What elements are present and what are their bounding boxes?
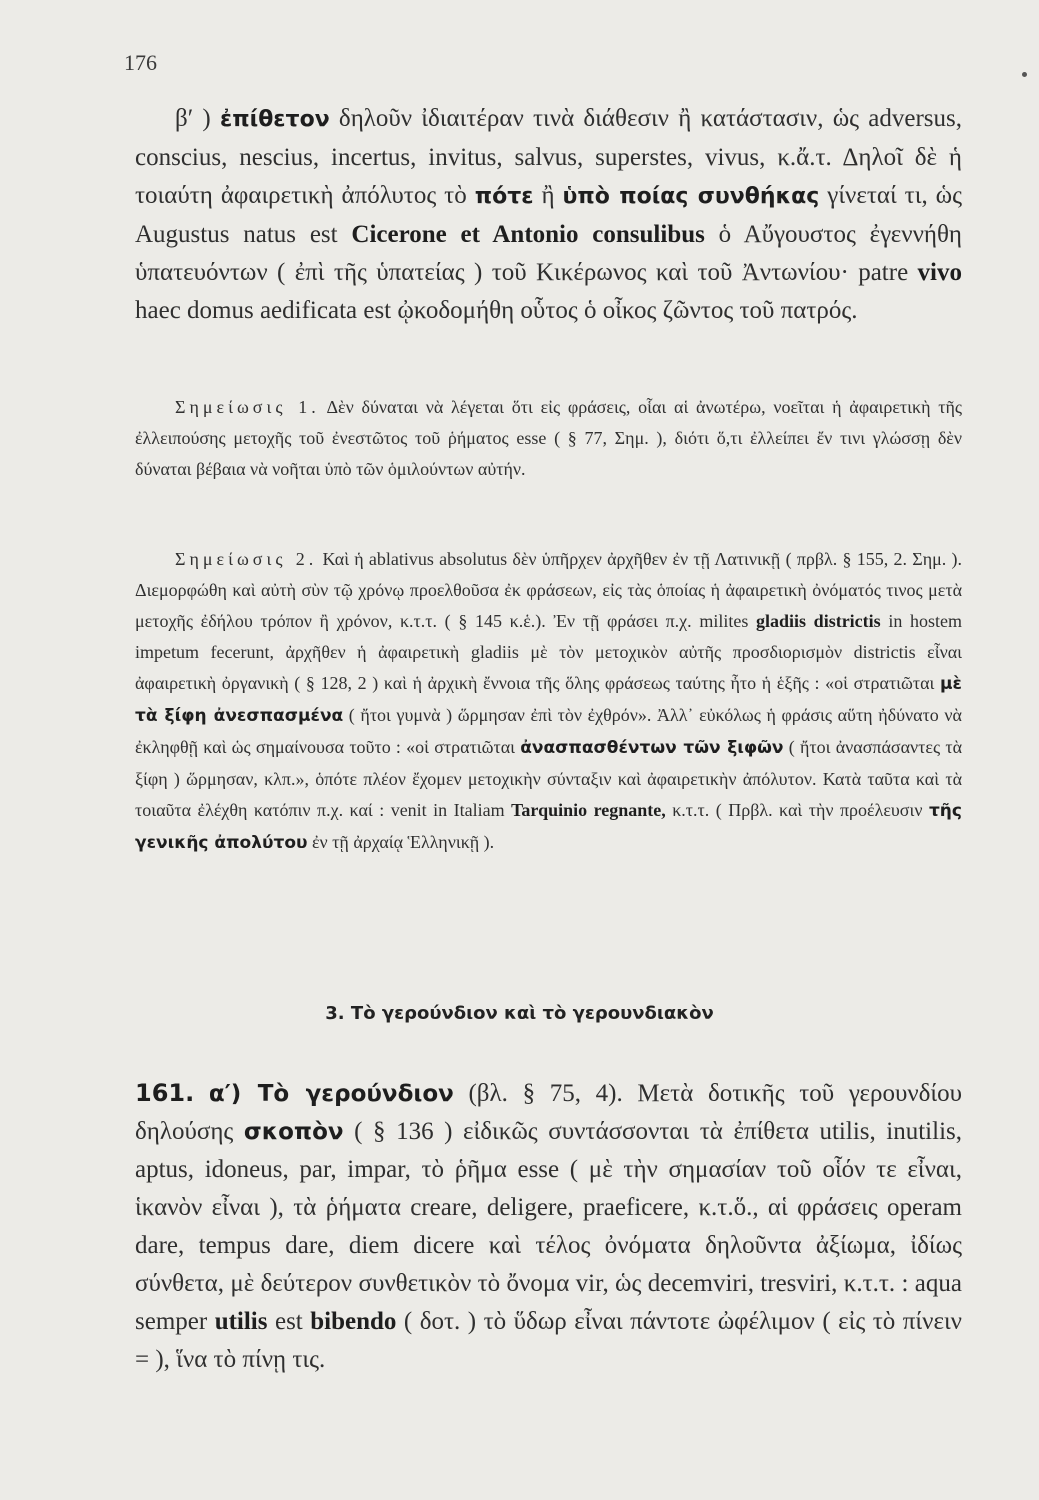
margin-dot: [1022, 72, 1027, 77]
bold-span: Tarquinio regnante,: [511, 800, 666, 820]
bold-span: ὑπὸ ποίας συνθήκας: [562, 184, 820, 209]
section-heading: 3. Τὸ γερούνδιον καὶ τὸ γερουνδιακὸν: [325, 1003, 714, 1024]
text-span: γίνεταί τι, ὡς Augustus natus est: [135, 182, 963, 248]
text-span: in hostem impetum fecerunt, ἀρχῆθεν ἡ ἀφαιρετικὴ gladiis μὲ τὸν μετοχικὸν αὐτῆς προσδιορισμὸν districtis εἶναι ἀφαιρετικὴ ὀργανικὴ ( § 128, 2 ) καὶ ἡ ἀρχικὴ ἔννοια τῆς ὅλης φράσεως ταύτης ἦτο ἡ ἑξῆς : «οἱ στρατιῶται: [135, 611, 962, 693]
text-span: est: [267, 1308, 311, 1335]
paragraph-beta: [135, 100, 962, 330]
paragraph-161: [135, 1074, 962, 1379]
bold-span: utilis: [214, 1308, 268, 1335]
text-span: ὁ Αὔγουστος ἐγεννήθη ὑπατευόντων ( ἐπὶ τῆς ὑπατείας ) τοῦ Κικέρωνος καὶ τοῦ Ἀντωνίου· patre: [135, 221, 962, 286]
bold-span: τῆς γενικῆς ἀπολύτου: [135, 801, 962, 853]
section-number: 161.: [135, 1079, 195, 1107]
bold-span: πότε: [474, 184, 534, 209]
text-span: haec domus aedificata est ᾠκοδομήθη οὗτος ὁ οἶκος ζῶντος τοῦ πατρός.: [135, 297, 858, 324]
text-span: κ.τ.τ. ( Πρβλ. καὶ τὴν προέλευσιν: [665, 800, 929, 820]
bold-span: ἀνασπασθέντων τῶν ξιφῶν: [520, 738, 784, 758]
text-span: ( § 136 ) εἰδικῶς συντάσσονται τὰ ἐπίθετα utilis, inutilis, aptus, idoneus, par, impar, τὸ ῥῆμα esse ( μὲ τὴν σημασίαν τοῦ οἷόν τε εἶναι, ἱκανὸν εἶναι ), τὰ ῥήματα creare, deligere, praeficere, κ.τ.ὅ., αἱ φράσεις operam dare, tempus dare, diem dicere καὶ τέλος ὀνόματα δηλοῦντα ἀξίωμα, ἰδίως σύνθετα, μὲ δεύτερον συνθετικὸν τὸ ὄνομα vir, ὡς decemviri, tresviri, κ.τ.τ. : aqua semper: [135, 1118, 963, 1335]
page-number: 176: [124, 50, 157, 75]
note-1: [135, 392, 962, 485]
bold-span: bibendo: [310, 1308, 397, 1335]
note-2: [135, 544, 962, 859]
note-1-label: Σημείωσις 1.: [175, 397, 320, 417]
text-span: ἐν τῇ ἀρχαίᾳ Ἑλληνικῇ ).: [307, 832, 495, 852]
beta-term: ἐπίθετον: [219, 107, 330, 132]
bold-span: σκοπὸν: [243, 1119, 344, 1145]
text-span: Καὶ ἡ ablativus absolutus δὲν ὑπῆρχεν ἀρχῆθεν ἐν τῇ Λατινικῇ ( πρβλ. § 155, 2. Σημ. ). Διεμορφώθη καὶ αὐτὴ σὺν τῷ χρόνῳ προελθοῦσα ἐκ φράσεων, εἰς τὰς ὁποίας ἡ ἀφαιρετικὴ ὀνόματός τινος μετὰ μετοχῆς ἐδήλου τρόπον ἢ χρόνον, κ.τ.τ. ( § 145 κ.ἑ.). Ἐν τῇ φράσει π.χ. milites: [135, 549, 962, 631]
text-span: ( ἤτοι ἀνασπάσαντες τὰ ξίφη ) ὥρμησαν, κλπ.», ὁπότε πλέον ἔχομεν μετοχικὴν σύνταξιν καὶ ἀφαιρετικὴν ἀπόλυτον. Κατὰ ταῦτα καὶ τὰ τοιαῦτα ἐλέχθη κατόπιν π.χ. καί : venit in Italiam: [135, 737, 962, 820]
bold-span: Cicerone et Antonio consulibus: [351, 221, 705, 248]
note-1-text: Δὲν δύναται νὰ λέγεται ὅτι εἰς φράσεις, οἷαι αἱ ἀνωτέρω, νοεῖται ἡ ἀφαιρετικὴ τῆς ἐλλειπούσης μετοχῆς τοῦ ἐνεστῶτος τοῦ ῥήματος esse ( § 77, Σημ. ), διότι ὅ,τι ἐλλείπει ἔν τινι γλώσσῃ δὲν δύναται βέβαια νὰ νοῆται ὑπὸ τῶν ὁμιλούντων αὐτήν.: [135, 397, 963, 479]
bold-span: gladiis districtis: [756, 611, 881, 631]
bold-span: μὲ τὰ ξίφη ἀνεσπασμένα: [135, 674, 962, 726]
beta-label: β′ ): [175, 105, 211, 132]
bold-span: vivo: [917, 259, 962, 286]
text-span: ἢ: [533, 182, 563, 209]
note-2-label: Σημείωσις 2.: [175, 549, 318, 569]
text-span: ( δοτ. ) τὸ ὕδωρ εἶναι πάντοτε ὠφέλιμον ( εἰς τὸ πίνειν = ), ἵνα τὸ πίνῃ τις.: [135, 1308, 962, 1373]
text-span: ( ἤτοι γυμνὰ ) ὥρμησαν ἐπὶ τὸν ἐχθρόν». Ἀλλ᾽ εὐκόλως ἡ φράσις αὕτη ἠδύνατο νὰ ἐκληφθῇ καὶ ὡς σημαίνουσα τοῦτο : «οἱ στρατιῶται: [135, 705, 962, 757]
text-span: (βλ. § 75, 4). Μετὰ δοτικῆς τοῦ γερουνδίου δηλούσης: [135, 1080, 963, 1145]
section-title: α′) Τὸ γερούνδιον: [208, 1081, 454, 1107]
text-span: δηλοῦν ἰδιαιτέραν τινὰ διάθεσιν ἢ κατάστασιν, ὡς adversus, conscius, nescius, incertus, invitus, salvus, superstes, vivus, κ.ἄ.τ. Δηλοῖ δὲ ἡ τοιαύτη ἀφαιρετικὴ ἀπόλυτος τὸ: [135, 105, 963, 209]
